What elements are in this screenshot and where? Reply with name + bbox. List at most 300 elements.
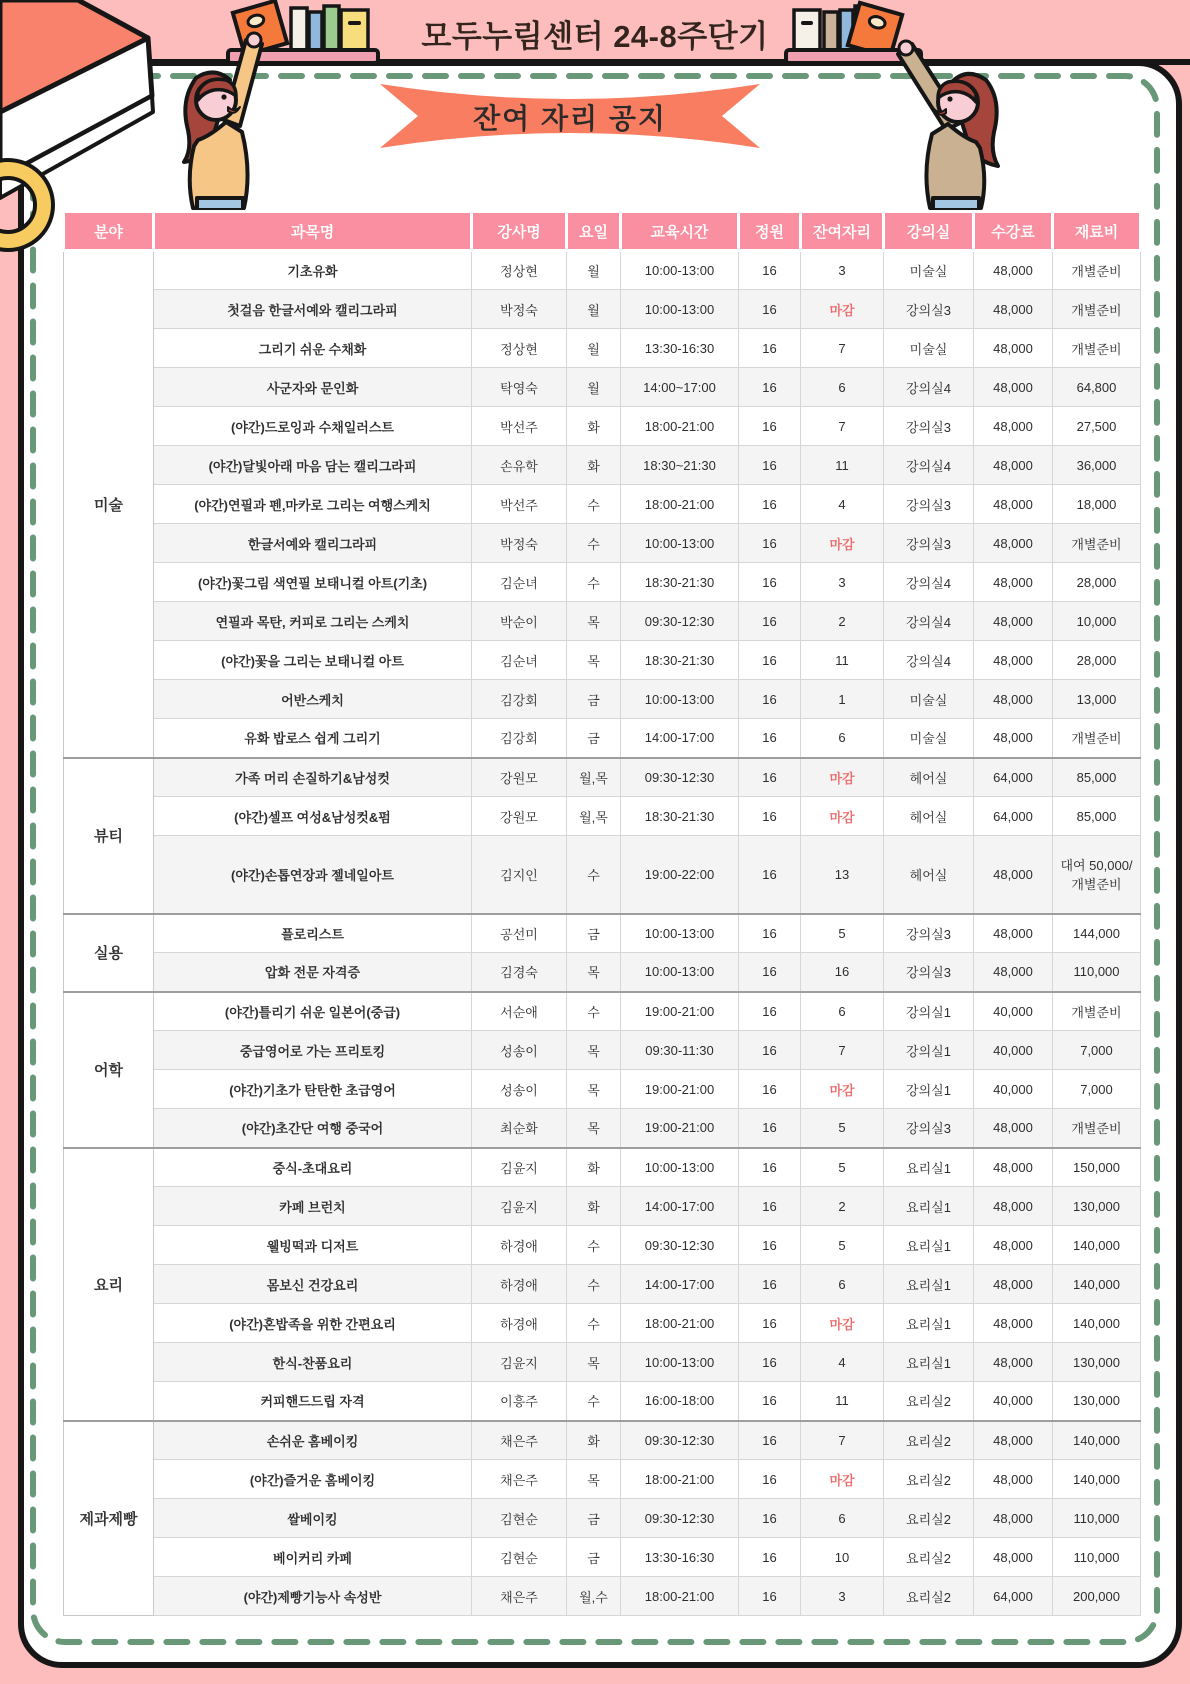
room-cell: 헤어실 xyxy=(884,758,974,797)
remaining-cell: 5 xyxy=(801,914,884,953)
fee-cell: 48,000 xyxy=(974,1460,1053,1499)
room-cell: 강의실3 xyxy=(884,524,974,563)
table-row xyxy=(64,524,1141,563)
remaining-cell: 7 xyxy=(801,1421,884,1460)
capacity-cell: 16 xyxy=(739,563,801,602)
day-cell: 월 xyxy=(567,368,621,407)
room-cell: 요리실2 xyxy=(884,1421,974,1460)
material-cell: 36,000 xyxy=(1053,446,1141,485)
remaining-cell: 3 xyxy=(801,251,884,290)
room-cell: 강의실4 xyxy=(884,368,974,407)
material-cell: 140,000 xyxy=(1053,1265,1141,1304)
table-row xyxy=(64,992,1141,1031)
instructor-cell: 김강회 xyxy=(472,680,567,719)
column-header: 분야 xyxy=(64,212,154,251)
course-cell: (야간)기초가 탄탄한 초급영어 xyxy=(154,1070,472,1109)
time-cell: 14:00-17:00 xyxy=(621,1265,739,1304)
room-cell: 요리실1 xyxy=(884,1343,974,1382)
instructor-cell: 성송이 xyxy=(472,1070,567,1109)
instructor-cell: 김순녀 xyxy=(472,641,567,680)
room-cell: 강의실3 xyxy=(884,407,974,446)
capacity-cell: 16 xyxy=(739,1265,801,1304)
day-cell: 월,목 xyxy=(567,797,621,836)
room-cell: 요리실2 xyxy=(884,1382,974,1421)
course-cell: (야간)달빛아래 마음 담는 캘리그라피 xyxy=(154,446,472,485)
course-cell: (야간)제빵기능사 속성반 xyxy=(154,1577,472,1616)
table-row xyxy=(64,1226,1141,1265)
instructor-cell: 김현순 xyxy=(472,1499,567,1538)
day-cell: 금 xyxy=(567,1499,621,1538)
fee-cell: 48,000 xyxy=(974,1499,1053,1538)
instructor-cell: 김윤지 xyxy=(472,1343,567,1382)
room-cell: 미술실 xyxy=(884,680,974,719)
course-cell: 플로리스트 xyxy=(154,914,472,953)
capacity-cell: 16 xyxy=(739,407,801,446)
instructor-cell: 손유학 xyxy=(472,446,567,485)
day-cell: 금 xyxy=(567,914,621,953)
time-cell: 09:30-12:30 xyxy=(621,1421,739,1460)
time-cell: 18:30-21:30 xyxy=(621,797,739,836)
instructor-cell: 성송이 xyxy=(472,1031,567,1070)
capacity-cell: 16 xyxy=(739,1070,801,1109)
day-cell: 금 xyxy=(567,1538,621,1577)
day-cell: 수 xyxy=(567,524,621,563)
material-cell: 140,000 xyxy=(1053,1421,1141,1460)
fee-cell: 40,000 xyxy=(974,1031,1053,1070)
time-cell: 09:30-12:30 xyxy=(621,602,739,641)
instructor-cell: 김현순 xyxy=(472,1538,567,1577)
column-header: 강의실 xyxy=(884,212,974,251)
fee-cell: 48,000 xyxy=(974,641,1053,680)
material-cell: 13,000 xyxy=(1053,680,1141,719)
room-cell: 요리실1 xyxy=(884,1148,974,1187)
remaining-cell: 5 xyxy=(801,1109,884,1148)
fee-cell: 48,000 xyxy=(974,1304,1053,1343)
column-header: 교육시간 xyxy=(621,212,739,251)
remaining-cell: 6 xyxy=(801,719,884,758)
fee-cell: 48,000 xyxy=(974,719,1053,758)
room-cell: 강의실3 xyxy=(884,290,974,329)
table-row xyxy=(64,758,1141,797)
room-cell: 강의실3 xyxy=(884,485,974,524)
table-row xyxy=(64,1031,1141,1070)
fee-cell: 48,000 xyxy=(974,446,1053,485)
day-cell: 목 xyxy=(567,1460,621,1499)
table-row xyxy=(64,1538,1141,1577)
time-cell: 19:00-22:00 xyxy=(621,836,739,914)
time-cell: 10:00-13:00 xyxy=(621,953,739,992)
capacity-cell: 16 xyxy=(739,1148,801,1187)
room-cell: 요리실1 xyxy=(884,1187,974,1226)
table-row xyxy=(64,1187,1141,1226)
column-header: 정원 xyxy=(739,212,801,251)
capacity-cell: 16 xyxy=(739,641,801,680)
category-cell: 어학 xyxy=(64,992,154,1148)
column-header: 잔여자리 xyxy=(801,212,884,251)
remaining-cell: 2 xyxy=(801,602,884,641)
material-cell: 개별준비 xyxy=(1053,524,1141,563)
remaining-cell: 13 xyxy=(801,836,884,914)
day-cell: 목 xyxy=(567,1031,621,1070)
time-cell: 18:00-21:00 xyxy=(621,1577,739,1616)
fee-cell: 64,000 xyxy=(974,758,1053,797)
capacity-cell: 16 xyxy=(739,719,801,758)
page-title: 모두누림센터 24-8주단기 xyxy=(421,19,769,54)
course-cell: 압화 전문 자격증 xyxy=(154,953,472,992)
table-row xyxy=(64,836,1141,914)
room-cell: 강의실1 xyxy=(884,992,974,1031)
capacity-cell: 16 xyxy=(739,251,801,290)
room-cell: 헤어실 xyxy=(884,797,974,836)
room-cell: 요리실2 xyxy=(884,1460,974,1499)
fee-cell: 64,000 xyxy=(974,797,1053,836)
ribbon-banner xyxy=(380,84,760,148)
time-cell: 18:00-21:00 xyxy=(621,1304,739,1343)
remaining-cell: 11 xyxy=(801,1382,884,1421)
column-header: 재료비 xyxy=(1053,212,1141,251)
time-cell: 14:00-17:00 xyxy=(621,719,739,758)
remaining-cell: 6 xyxy=(801,1265,884,1304)
instructor-cell: 박순이 xyxy=(472,602,567,641)
room-cell: 요리실2 xyxy=(884,1538,974,1577)
course-cell: 중식-초대요리 xyxy=(154,1148,472,1187)
instructor-cell: 김지인 xyxy=(472,836,567,914)
table-row xyxy=(64,797,1141,836)
room-cell: 요리실1 xyxy=(884,1226,974,1265)
fee-cell: 48,000 xyxy=(974,1538,1053,1577)
room-cell: 헤어실 xyxy=(884,836,974,914)
time-cell: 10:00-13:00 xyxy=(621,1148,739,1187)
table-row xyxy=(64,1577,1141,1616)
remaining-cell: 6 xyxy=(801,1499,884,1538)
material-cell: 140,000 xyxy=(1053,1460,1141,1499)
table-row xyxy=(64,1070,1141,1109)
fee-cell: 64,000 xyxy=(974,1577,1053,1616)
day-cell: 월,수 xyxy=(567,1577,621,1616)
day-cell: 월 xyxy=(567,251,621,290)
course-cell: 쌀베이킹 xyxy=(154,1499,472,1538)
instructor-cell: 정상현 xyxy=(472,251,567,290)
fee-cell: 48,000 xyxy=(974,290,1053,329)
capacity-cell: 16 xyxy=(739,485,801,524)
course-cell: (야간)드로잉과 수채일러스트 xyxy=(154,407,472,446)
time-cell: 10:00-13:00 xyxy=(621,251,739,290)
capacity-cell: 16 xyxy=(739,1382,801,1421)
material-cell: 7,000 xyxy=(1053,1070,1141,1109)
capacity-cell: 16 xyxy=(739,758,801,797)
time-cell: 09:30-11:30 xyxy=(621,1031,739,1070)
fee-cell: 48,000 xyxy=(974,680,1053,719)
instructor-cell: 공선미 xyxy=(472,914,567,953)
fee-cell: 48,000 xyxy=(974,407,1053,446)
material-cell: 110,000 xyxy=(1053,953,1141,992)
time-cell: 10:00-13:00 xyxy=(621,524,739,563)
table-row xyxy=(64,251,1141,290)
capacity-cell: 16 xyxy=(739,1499,801,1538)
material-cell: 144,000 xyxy=(1053,914,1141,953)
table-row xyxy=(64,290,1141,329)
capacity-cell: 16 xyxy=(739,602,801,641)
capacity-cell: 16 xyxy=(739,1460,801,1499)
capacity-cell: 16 xyxy=(739,797,801,836)
room-cell: 요리실2 xyxy=(884,1577,974,1616)
fee-cell: 40,000 xyxy=(974,992,1053,1031)
room-cell: 강의실1 xyxy=(884,1031,974,1070)
day-cell: 화 xyxy=(567,407,621,446)
day-cell: 목 xyxy=(567,1343,621,1382)
column-header: 과목명 xyxy=(154,212,472,251)
day-cell: 화 xyxy=(567,1148,621,1187)
capacity-cell: 16 xyxy=(739,1304,801,1343)
fee-cell: 48,000 xyxy=(974,368,1053,407)
course-cell: 그리기 쉬운 수채화 xyxy=(154,329,472,368)
remaining-cell: 마감 xyxy=(801,524,884,563)
instructor-cell: 박정숙 xyxy=(472,290,567,329)
fee-cell: 48,000 xyxy=(974,1265,1053,1304)
day-cell: 수 xyxy=(567,563,621,602)
capacity-cell: 16 xyxy=(739,1187,801,1226)
room-cell: 강의실3 xyxy=(884,914,974,953)
time-cell: 10:00-13:00 xyxy=(621,914,739,953)
category-cell: 뷰티 xyxy=(64,758,154,914)
instructor-cell: 강원모 xyxy=(472,797,567,836)
day-cell: 목 xyxy=(567,953,621,992)
capacity-cell: 16 xyxy=(739,1577,801,1616)
course-cell: 한식-찬품요리 xyxy=(154,1343,472,1382)
course-cell: (야간)즐거운 홈베이킹 xyxy=(154,1460,472,1499)
fee-cell: 40,000 xyxy=(974,1382,1053,1421)
time-cell: 18:30-21:30 xyxy=(621,641,739,680)
day-cell: 월,목 xyxy=(567,758,621,797)
remaining-cell: 마감 xyxy=(801,1460,884,1499)
remaining-cell: 4 xyxy=(801,485,884,524)
fee-cell: 48,000 xyxy=(974,602,1053,641)
room-cell: 미술실 xyxy=(884,251,974,290)
instructor-cell: 하경애 xyxy=(472,1265,567,1304)
instructor-cell: 정상현 xyxy=(472,329,567,368)
table-row xyxy=(64,914,1141,953)
table-row xyxy=(64,485,1141,524)
day-cell: 수 xyxy=(567,1304,621,1343)
column-header: 요일 xyxy=(567,212,621,251)
material-cell: 64,800 xyxy=(1053,368,1141,407)
fee-cell: 48,000 xyxy=(974,1421,1053,1460)
fee-cell: 48,000 xyxy=(974,1109,1053,1148)
material-cell: 개별준비 xyxy=(1053,719,1141,758)
time-cell: 19:00-21:00 xyxy=(621,1109,739,1148)
instructor-cell: 서순애 xyxy=(472,992,567,1031)
day-cell: 수 xyxy=(567,1226,621,1265)
time-cell: 18:00-21:00 xyxy=(621,1460,739,1499)
course-cell: 중급영어로 가는 프리토킹 xyxy=(154,1031,472,1070)
time-cell: 16:00-18:00 xyxy=(621,1382,739,1421)
room-cell: 강의실4 xyxy=(884,563,974,602)
day-cell: 목 xyxy=(567,1070,621,1109)
day-cell: 화 xyxy=(567,1187,621,1226)
time-cell: 19:00-21:00 xyxy=(621,992,739,1031)
remaining-cell: 7 xyxy=(801,1031,884,1070)
capacity-cell: 16 xyxy=(739,290,801,329)
material-cell: 130,000 xyxy=(1053,1382,1141,1421)
material-cell: 140,000 xyxy=(1053,1226,1141,1265)
material-cell: 28,000 xyxy=(1053,563,1141,602)
remaining-cell: 3 xyxy=(801,1577,884,1616)
material-cell: 7,000 xyxy=(1053,1031,1141,1070)
day-cell: 목 xyxy=(567,641,621,680)
instructor-cell: 박선주 xyxy=(472,407,567,446)
material-cell: 200,000 xyxy=(1053,1577,1141,1616)
time-cell: 10:00-13:00 xyxy=(621,680,739,719)
remaining-cell: 7 xyxy=(801,329,884,368)
table-row xyxy=(64,602,1141,641)
table-row xyxy=(64,1421,1141,1460)
column-header: 강사명 xyxy=(472,212,567,251)
fee-cell: 48,000 xyxy=(974,524,1053,563)
table-row xyxy=(64,1343,1141,1382)
capacity-cell: 16 xyxy=(739,368,801,407)
course-cell: 한글서예와 캘리그라피 xyxy=(154,524,472,563)
course-cell: 기초유화 xyxy=(154,251,472,290)
instructor-cell: 강원모 xyxy=(472,758,567,797)
time-cell: 09:30-12:30 xyxy=(621,758,739,797)
course-cell: 베이커리 카페 xyxy=(154,1538,472,1577)
day-cell: 목 xyxy=(567,1109,621,1148)
remaining-cell: 3 xyxy=(801,563,884,602)
material-cell: 85,000 xyxy=(1053,758,1141,797)
instructor-cell: 김순녀 xyxy=(472,563,567,602)
remaining-cell: 마감 xyxy=(801,1070,884,1109)
room-cell: 미술실 xyxy=(884,719,974,758)
material-cell: 28,000 xyxy=(1053,641,1141,680)
capacity-cell: 16 xyxy=(739,329,801,368)
fee-cell: 40,000 xyxy=(974,1070,1053,1109)
fee-cell: 48,000 xyxy=(974,1187,1053,1226)
table-row xyxy=(64,719,1141,758)
course-cell: (야간)셀프 여성&남성컷&펌 xyxy=(154,797,472,836)
material-cell: 18,000 xyxy=(1053,485,1141,524)
room-cell: 요리실1 xyxy=(884,1304,974,1343)
material-cell: 개별준비 xyxy=(1053,290,1141,329)
table-row xyxy=(64,1148,1141,1187)
table-header xyxy=(64,212,1141,251)
remaining-cell: 마감 xyxy=(801,1304,884,1343)
instructor-cell: 채은주 xyxy=(472,1577,567,1616)
room-cell: 미술실 xyxy=(884,329,974,368)
day-cell: 수 xyxy=(567,1265,621,1304)
time-cell: 14:00-17:00 xyxy=(621,1187,739,1226)
category-cell: 요리 xyxy=(64,1148,154,1421)
capacity-cell: 16 xyxy=(739,524,801,563)
table-row xyxy=(64,1499,1141,1538)
fee-cell: 48,000 xyxy=(974,563,1053,602)
instructor-cell: 하경애 xyxy=(472,1304,567,1343)
instructor-cell: 김강회 xyxy=(472,719,567,758)
capacity-cell: 16 xyxy=(739,953,801,992)
schedule-table xyxy=(62,210,1142,1616)
table-row xyxy=(64,680,1141,719)
time-cell: 19:00-21:00 xyxy=(621,1070,739,1109)
fee-cell: 48,000 xyxy=(974,1148,1053,1187)
course-cell: 첫걸음 한글서예와 캘리그라피 xyxy=(154,290,472,329)
room-cell: 요리실2 xyxy=(884,1499,974,1538)
remaining-cell: 16 xyxy=(801,953,884,992)
fee-cell: 48,000 xyxy=(974,914,1053,953)
instructor-cell: 하경애 xyxy=(472,1226,567,1265)
capacity-cell: 16 xyxy=(739,1109,801,1148)
material-cell: 개별준비 xyxy=(1053,992,1141,1031)
time-cell: 18:00-21:00 xyxy=(621,407,739,446)
room-cell: 강의실4 xyxy=(884,446,974,485)
time-cell: 09:30-12:30 xyxy=(621,1226,739,1265)
table-row xyxy=(64,407,1141,446)
material-cell: 85,000 xyxy=(1053,797,1141,836)
table-row xyxy=(64,641,1141,680)
time-cell: 18:30-21:30 xyxy=(621,563,739,602)
fee-cell: 48,000 xyxy=(974,1343,1053,1382)
instructor-cell: 탁영숙 xyxy=(472,368,567,407)
room-cell: 강의실4 xyxy=(884,641,974,680)
time-cell: 10:00-13:00 xyxy=(621,1343,739,1382)
course-cell: (야간)꽃을 그리는 보태니컬 아트 xyxy=(154,641,472,680)
course-cell: (야간)연필과 펜,마카로 그리는 여행스케치 xyxy=(154,485,472,524)
capacity-cell: 16 xyxy=(739,1031,801,1070)
time-cell: 09:30-12:30 xyxy=(621,1499,739,1538)
course-cell: 손쉬운 홈베이킹 xyxy=(154,1421,472,1460)
course-cell: 가족 머리 손질하기&남성컷 xyxy=(154,758,472,797)
course-cell: 사군자와 문인화 xyxy=(154,368,472,407)
capacity-cell: 16 xyxy=(739,1538,801,1577)
table-row xyxy=(64,329,1141,368)
remaining-cell: 마감 xyxy=(801,290,884,329)
material-cell: 110,000 xyxy=(1053,1538,1141,1577)
course-cell: 어반스케치 xyxy=(154,680,472,719)
instructor-cell: 박정숙 xyxy=(472,524,567,563)
material-cell: 27,500 xyxy=(1053,407,1141,446)
instructor-cell: 김윤지 xyxy=(472,1187,567,1226)
fee-cell: 48,000 xyxy=(974,329,1053,368)
material-cell: 개별준비 xyxy=(1053,251,1141,290)
material-cell: 130,000 xyxy=(1053,1343,1141,1382)
material-cell: 대여 50,000/ 개별준비 xyxy=(1053,836,1141,914)
room-cell: 강의실3 xyxy=(884,953,974,992)
time-cell: 14:00~17:00 xyxy=(621,368,739,407)
capacity-cell: 16 xyxy=(739,1343,801,1382)
fee-cell: 48,000 xyxy=(974,251,1053,290)
capacity-cell: 16 xyxy=(739,1226,801,1265)
remaining-cell: 7 xyxy=(801,407,884,446)
remaining-cell: 11 xyxy=(801,641,884,680)
remaining-cell: 6 xyxy=(801,368,884,407)
day-cell: 수 xyxy=(567,836,621,914)
capacity-cell: 16 xyxy=(739,914,801,953)
day-cell: 목 xyxy=(567,602,621,641)
room-cell: 강의실3 xyxy=(884,1109,974,1148)
capacity-cell: 16 xyxy=(739,1421,801,1460)
day-cell: 화 xyxy=(567,446,621,485)
day-cell: 금 xyxy=(567,680,621,719)
course-cell: 유화 밥로스 쉽게 그리기 xyxy=(154,719,472,758)
course-cell: 커피핸드드립 자격 xyxy=(154,1382,472,1421)
instructor-cell: 김윤지 xyxy=(472,1148,567,1187)
material-cell: 개별준비 xyxy=(1053,1109,1141,1148)
course-cell: 카페 브런치 xyxy=(154,1187,472,1226)
time-cell: 10:00-13:00 xyxy=(621,290,739,329)
remaining-cell: 5 xyxy=(801,1226,884,1265)
fee-cell: 48,000 xyxy=(974,1226,1053,1265)
time-cell: 18:30~21:30 xyxy=(621,446,739,485)
day-cell: 수 xyxy=(567,1382,621,1421)
table-row xyxy=(64,1304,1141,1343)
